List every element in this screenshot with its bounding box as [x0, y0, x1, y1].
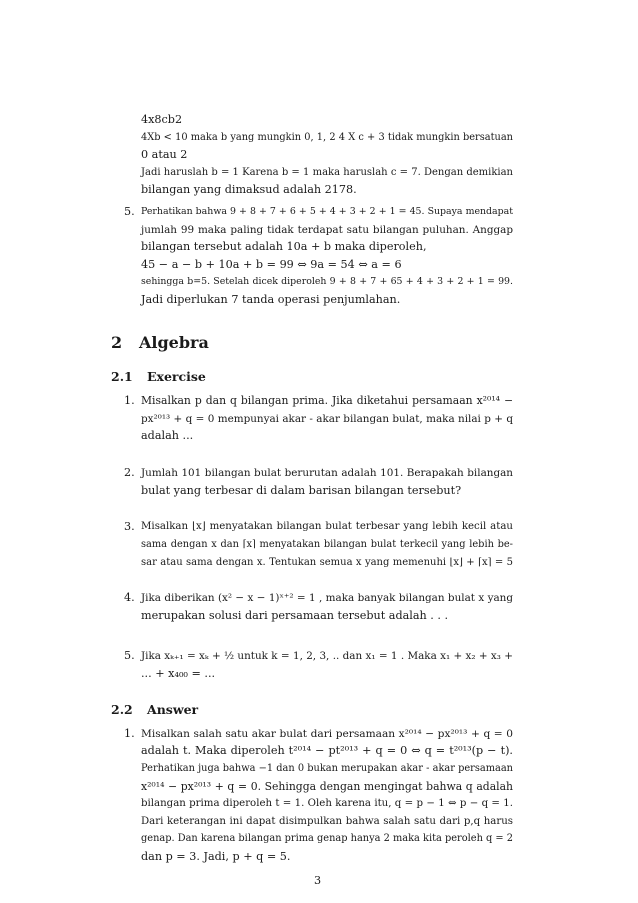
text-line: Jadi diperlukan 7 tanda operasi penjumlahan. [141, 293, 401, 306]
text-line: Perhatikan juga bahwa −1 dan 0 bukan merupakan akar - akar persamaan [141, 763, 513, 774]
text-line: sar atau sama dengan x. Tentukan semua x yang memenuhi ⌊x⌋ + ⌈x⌉ = 5 [141, 557, 513, 568]
subsection-number: 2.1 [111, 369, 133, 384]
text-line: Jumlah 101 bilangan bulat berurutan adalah 101. Berapakah bilangan [141, 467, 513, 479]
text-line: Jika diberikan (x² − x − 1)ˣ⁺² = 1 , maka banyak bilangan bulat x yang [141, 592, 513, 604]
text-line: 4Xb < 10 maka b yang mungkin 0, 1, 2 4 X c + 3 tidak mungkin bersatuan [141, 132, 513, 143]
item-number: 1. [124, 727, 135, 740]
text-line: ... + x₄₀₀ = ... [141, 667, 216, 680]
item-number: 4. [124, 591, 135, 604]
text-line: sehingga b=5. Setelah dicek diperoleh 9 + 8 + 7 + 65 + 4 + 3 + 2 + 1 = 99. [141, 276, 513, 287]
item-number: 5. [124, 649, 135, 662]
text-line: dan p = 3. Jadi, p + q = 5. [141, 850, 291, 863]
text-line: Misalkan ⌊x⌋ menyatakan bilangan bulat terbesar yang lebih kecil atau [141, 521, 513, 532]
section-title: Algebra [139, 333, 209, 352]
text-line: merupakan solusi dari persamaan tersebut adalah . . . [141, 609, 449, 622]
text-line: Jadi haruslah b = 1 Karena b = 1 maka haruslah c = 7. Dengan demikian [141, 167, 513, 178]
text-line: Misalkan salah satu akar bulat dari persamaan x²⁰¹⁴ − px²⁰¹³ + q = 0 [141, 728, 513, 740]
text-line: bilangan prima diperoleh t = 1. Oleh karena itu, q = p − 1 ⇔ p − q = 1. [141, 798, 513, 809]
text-line: genap. Dan karena bilangan prima genap hanya 2 maka kita peroleh q = 2 [141, 833, 513, 844]
text-line: adalah t. Maka diperoleh t²⁰¹⁴ − pt²⁰¹³ + q = 0 ⇔ q = t²⁰¹³(p − t). [141, 744, 513, 757]
text-line: bulat yang terbesar di dalam barisan bilangan tersebut? [141, 484, 462, 497]
text-line: 45 − a − b + 10a + b = 99 ⇔ 9a = 54 ⇔ a = 6 [141, 258, 402, 271]
text-line: Perhatikan bahwa 9 + 8 + 7 + 6 + 5 + 4 + 3 + 2 + 1 = 45. Supaya mendapat [141, 206, 513, 217]
text-line: Dari keterangan ini dapat disimpulkan bahwa salah satu dari p,q harus [141, 816, 513, 827]
text-line: jumlah 99 maka paling tidak terdapat satu bilangan puluhan. Anggap [141, 224, 513, 236]
subsection-number: 2.2 [111, 702, 133, 717]
item-number: 1. [124, 394, 135, 407]
item-number: 3. [124, 520, 135, 533]
text-line: Jika xₖ₊₁ = xₖ + ½ untuk k = 1, 2, 3, .. dan x₁ = 1 . Maka x₁ + x₂ + x₃ + [141, 650, 513, 662]
text-line: bilangan tersebut adalah 10a + b maka diperoleh, [141, 240, 427, 253]
subsection-title: Exercise [147, 369, 206, 384]
text-line: px²⁰¹³ + q = 0 mempunyai akar - akar bilangan bulat, maka nilai p + q [141, 413, 513, 425]
item-number: 2. [124, 466, 135, 479]
item-number: 5. [124, 205, 135, 218]
text-line: x²⁰¹⁴ − px²⁰¹³ + q = 0. Sehingga dengan mengingat bahwa q adalah [141, 780, 513, 793]
page-number: 3 [314, 874, 322, 887]
text-line: Misalkan p dan q bilangan prima. Jika diketahui persamaan x²⁰¹⁴ − [141, 394, 513, 407]
text-line: 4x8cb2 [141, 113, 183, 126]
text-line: 0 atau 2 [141, 148, 188, 161]
text-line: adalah ... [141, 429, 194, 442]
section-number: 2 [111, 333, 123, 352]
text-line: sama dengan x dan ⌈x⌉ menyatakan bilangan bulat terkecil yang lebih be- [141, 539, 513, 550]
text-line: bilangan yang dimaksud adalah 2178. [141, 183, 357, 196]
subsection-title: Answer [147, 702, 199, 717]
